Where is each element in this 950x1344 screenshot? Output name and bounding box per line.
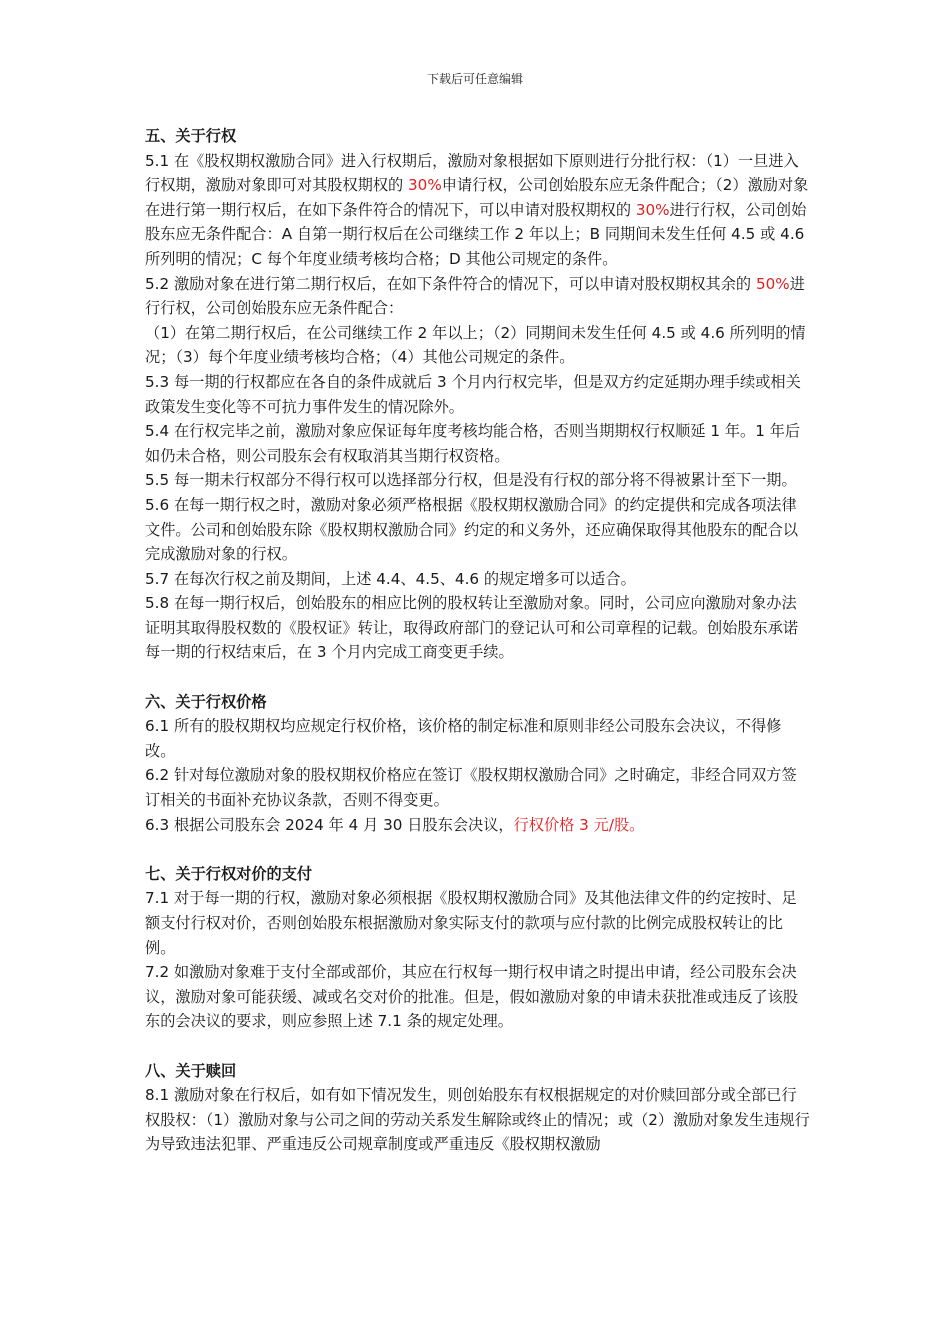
paragraph [145,886,810,960]
section-heading: 六、关于行权价格 [145,692,267,711]
section-spacer [145,837,810,862]
text-run: 进行行权，公司创始股东应无条件配合：A 自第一期行权后在公司继续工作 2 年以上；B 同期间未发生任何 4.5 或 4.6 所列明的情况；C 每个年度业绩考核均合格；D 其他公司规定的条件。 [145,200,807,268]
text-run: 5.8 在每一期行权后，创始股东的相应比例的股权转让至激励对象。同时，公司应向激励对象办法证明其取得股权数的《股权证》转让，取得政府部门的登记认可和公司章程的记载。创始股东承诺每一期的行权结束后，在 3 个月内完成工商变更手续。 [145,594,799,662]
paragraph [145,763,810,812]
text-run: 5.2 激励对象在进行第二期行权后，在如下条件符合的情况下，可以申请对股权期权其余的 [145,274,756,293]
paragraph [145,321,810,370]
text-run: 7.1 对于每一期的行权，激励对象必须根据《股权期权激励合同》及其他法律文件的约定按时、足额支付行权对价，否则创始股东根据激励对象实际支付的款项与应付款的比例完成股权转让的比例。 [145,889,797,957]
paragraph [145,591,810,665]
paragraph [145,493,810,567]
text-run: 5.3 每一期的行权都应在各自的条件成就后 3 个月内行权完毕，但是双方约定延期办理手续或相关政策发生变化等不可抗力事件发生的情况除外。 [145,372,801,416]
text-run: 5.5 每一期未行权部分不得行权可以选择部分行权，但是没有行权的部分将不得被累计至下一期。 [145,471,797,490]
text-run: 申请行权，公司创始股东应无条件配合；（2）激励对象在进行第一期行权后，在如下条件符合的情况下，可以申请对股权期权的 [145,176,809,219]
section-heading: 七、关于行权对价的支付 [145,864,313,883]
paragraph [145,468,810,493]
section-spacer [145,1034,810,1059]
text-run: 5.1 在《股权期权激励合同》进入行权期后，激励对象根据如下原则进行分批行权：（1）一旦进入行权期，激励对象即可对其股权期权的 [145,151,799,195]
page-header: 下载后可任意编辑 [426,72,523,86]
highlighted-text: 行权价格 3 元/股。 [513,815,645,834]
document-body [145,124,810,1157]
text-run: 6.1 所有的股权期权均应规定行权价格，该价格的制定标准和原则非经公司股东会决议，不得修改。 [145,717,782,760]
text-run: 8.1 激励对象在行权后，如有如下情况发生，则创始股东有权根据规定的对价赎回部分或全部已行权股权：（1）激励对象与公司之间的劳动关系发生解除或终止的情况；或（2）激励对象发生违规行为导致违法犯罪、严重违反公司规章制度或严重违反《股权期权激励 [145,1086,810,1154]
paragraph [145,1083,810,1157]
section-spacer [145,665,810,690]
paragraph [145,567,810,592]
text-run: 5.6 在每一期行权之时，激励对象必须严格根据《股权期权激励合同》的约定提供和完成各项法律文件。公司和创始股东除《股权期权激励合同》约定的和义务外，还应确保取得其他股东的配合以完成激励对象的行权。 [145,495,799,564]
text-run: 进行行权，公司创始股东应无条件配合： [145,274,805,318]
highlighted-text: 50% [755,274,790,293]
text-run: 5.4 在行权完毕之前，激励对象应保证每年度考核均能合格，否则当期期权行权顺延 1 年。1 年后如仍未合格，则公司股东会有权取消其当期行权资格。 [145,422,801,465]
paragraph [145,149,810,272]
highlighted-text: 30% [635,200,670,219]
paragraph [145,714,810,763]
text-run: 6.3 根据公司股东会 2024 年 4 月 30 日股东会决议， [145,815,514,834]
section-heading: 五、关于行权 [145,127,237,145]
paragraph [145,272,810,321]
text-run: 6.2 针对每位激励对象的股权期权价格应在签订《股权期权激励合同》之时确定，非经合同双方签订相关的书面补充协议条款，否则不得变更。 [145,766,797,810]
section-heading: 八、关于赎回 [145,1061,237,1080]
highlighted-text: 30% [408,176,442,195]
paragraph [145,419,810,468]
text-run: 7.2 如激励对象难于支付全部或部价，其应在行权每一期行权申请之时提出申请，经公司股东会决议，激励对象可能获缓、减或名交对价的批准。但是，假如激励对象的申请未获批准或违反了该股东的会决议的要求，则应参照上述 7.1 条的规定处理。 [145,963,799,1031]
paragraph [145,813,810,838]
text-run: 5.7 在每次行权之前及期间，上述 4.4、4.5、4.6 的规定增多可以适合。 [145,569,636,588]
paragraph [145,370,810,419]
paragraph [145,960,810,1034]
text-run: （1）在第二期行权后，在公司继续工作 2 年以上；（2）同期间未发生任何 4.5 或 4.6 所列明的情况；（3）每个年度业绩考核均合格；（4）其他公司规定的条件。 [145,323,806,367]
